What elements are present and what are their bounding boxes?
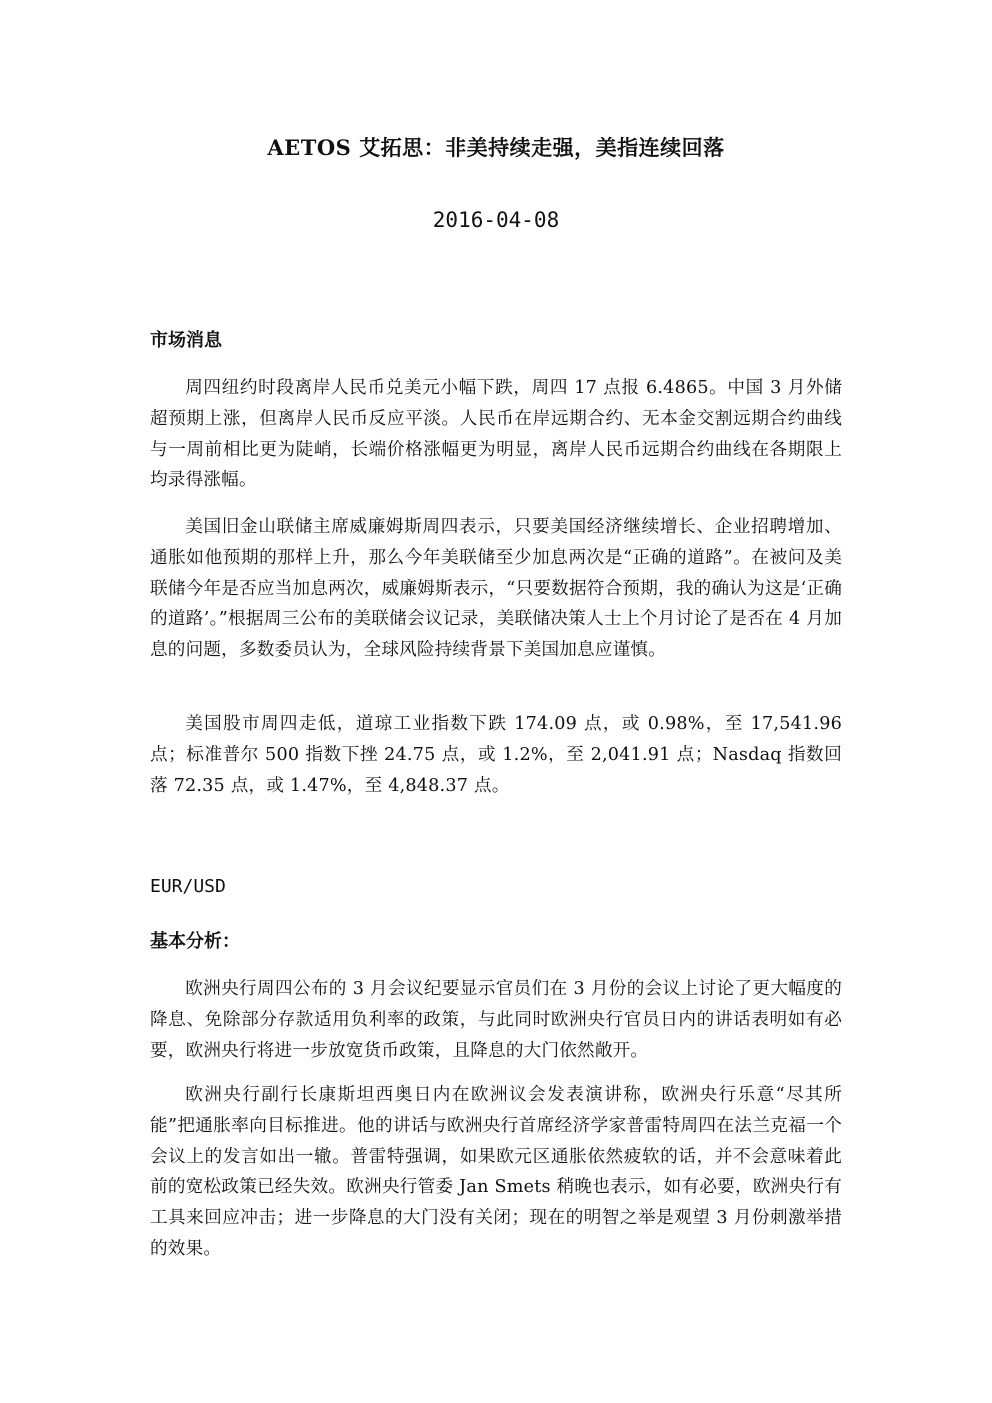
document-title: AETOS 艾拓思：非美持续走强，美指连续回落 xyxy=(267,135,725,160)
section-heading-market-news: 市场消息 xyxy=(150,330,222,351)
document-date: 2016-04-08 xyxy=(432,208,560,232)
paragraph-ecb-minutes: 欧洲央行周四公布的 3 月会议纪要显示官员们在 3 月份的会议上讨论了更大幅度的降息、免除部分存款适用负利率的政策，与此同时欧洲央行官员日内的讲话表明如有必要，欧洲央行将进一步放宽货币政策，且降息的大门依然敞开。 xyxy=(150,979,842,1061)
section-heading-fundamental-analysis: 基本分析： xyxy=(150,931,240,952)
currency-pair-label: EUR/USD xyxy=(150,876,226,897)
paragraph-rmb: 周四纽约时段离岸人民币兑美元小幅下跌，周四 17 点报 6.4865。中国 3 月外储超预期上涨，但离岸人民币反应平淡。人民币在岸远期合约、无本金交割远期合约曲线与一周前相比更为陡峭，长端价格涨幅更为明显，离岸人民币远期合约曲线在各期限上均录得涨幅。 xyxy=(150,378,842,491)
paragraph-us-stocks: 美国股市周四走低，道琼工业指数下跌 174.09 点，或 0.98%，至 17,541.96 点；标准普尔 500 指数下挫 24.75 点，或 1.2%，至 2,041.91 点；Nasdaq 指数回落 72.35 点，或 1.47%，至 4,848.37 点。 xyxy=(150,714,842,796)
paragraph-fed-williams: 美国旧金山联储主席威廉姆斯周四表示，只要美国经济继续增长、企业招聘增加、通胀如他预期的那样上升，那么今年美联储至少加息两次是“正确的道路”。在被问及美联储今年是否应当加息两次，威廉姆斯表示，“只要数据符合预期，我的确认为这是‘正确的道路’。”根据周三公布的美联储会议记录，美联储决策人士上个月讨论了是否在 4 月加息的问题，多数委员认为，全球风险持续背景下美国加息应谨慎。 xyxy=(150,517,842,661)
paragraph-ecb-officials: 欧洲央行副行长康斯坦西奥日内在欧洲议会发表演讲称，欧洲央行乐意“尽其所能”把通胀率向目标推进。他的讲话与欧洲央行首席经济学家普雷特周四在法兰克福一个会议上的发言如出一辙。普雷特强调，如果欧元区通胀依然疲软的话，并不会意味着此前的宽松政策已经失效。欧洲央行管委 Jan Smets 稍晚也表示，如有必要，欧洲央行有工具来回应冲击；进一步降息的大门没有关闭；现在的明智之举是观望 3 月份刺激举措的效果。 xyxy=(150,1085,842,1259)
